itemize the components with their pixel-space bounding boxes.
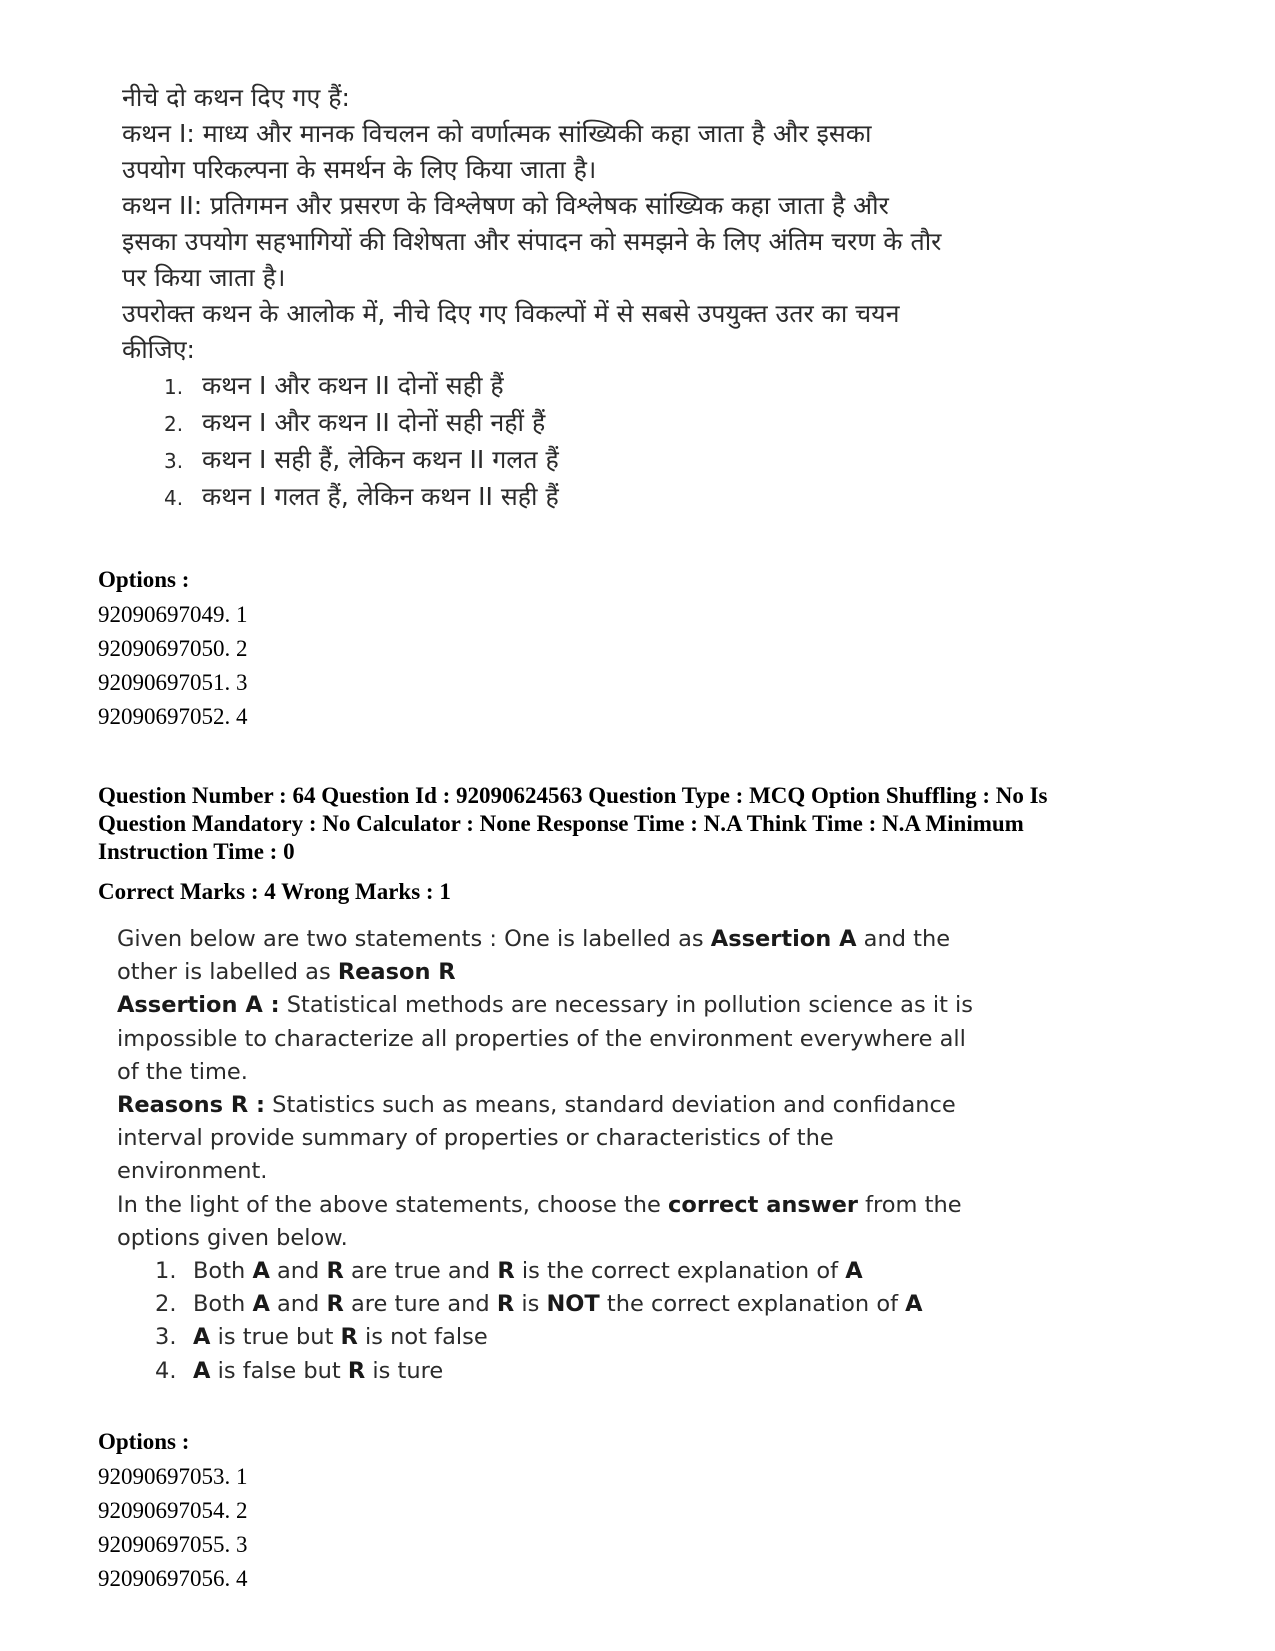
choice-text: is false but	[210, 1357, 348, 1384]
assertion-line: Assertion A : Statistical methods are necessary in pollution science as it is	[117, 992, 974, 1019]
choice-bold-text: NOT	[546, 1291, 600, 1318]
option-id-row: 92090697053. 1	[98, 1464, 248, 1489]
choice-number: 3.	[164, 449, 184, 473]
choice-text: कथन I और कथन II दोनों सही नहीं हैं	[202, 408, 546, 437]
question-info	[98, 782, 1198, 866]
statement-line: कथन II: प्रतिगमन और प्रसरण के विश्लेषण को विश्लेषक सांख्यिक कहा जाता है और	[122, 191, 889, 220]
question-info-line: Question Mandatory : No Calculator : None Response Time : N.A Think Time : N.A Minimum	[98, 811, 1024, 836]
choice-text: Both	[193, 1291, 253, 1318]
choice-text: are ture and	[343, 1291, 497, 1318]
choice-item	[117, 1321, 957, 1354]
choice-number: 1.	[164, 375, 184, 399]
option-id-row: 92090697056. 4	[98, 1566, 248, 1591]
option-id-row: 92090697055. 3	[98, 1532, 248, 1557]
choice-text: कथन I और कथन II दोनों सही हैं	[202, 371, 504, 400]
choice-item	[122, 368, 1002, 405]
statement-line: environment.	[117, 1158, 268, 1185]
choice-bold-text: R	[347, 1357, 366, 1384]
choice-item	[117, 1288, 957, 1321]
choice-item	[117, 1255, 957, 1288]
choice-bold-text: R	[326, 1258, 344, 1285]
option-id-row: 92090697050. 2	[98, 636, 248, 661]
statement-line: Given below are two statements : One is labelled as Assertion A and the	[117, 926, 951, 952]
option-id-row: 92090697051. 3	[98, 670, 248, 695]
choice-item	[122, 479, 1002, 516]
statement-line: उपरोक्त कथन के आलोक में, नीचे दिए गए विकल्पों में से सबसे उपयुक्त उतर का चयन	[122, 299, 900, 328]
choice-text: कथन I सही हैं, लेकिन कथन II गलत हैं	[202, 445, 559, 474]
choice-number: 3.	[155, 1324, 177, 1351]
choice-bold-text: A	[252, 1291, 270, 1318]
options-heading: Options :	[98, 567, 190, 592]
statement-line: options given below.	[117, 1224, 348, 1251]
question-64-statement-image	[117, 923, 974, 1388]
options-section	[98, 1424, 248, 1596]
statement-line: कथन I: माध्य और मानक विचलन को वर्णात्मक सांख्यिकी कहा जाता है और इसका	[122, 119, 872, 148]
question-info-line: Question Number : 64 Question Id : 92090624563 Question Type : MCQ Option Shuffling : No Is	[98, 783, 1048, 808]
choice-list	[117, 1255, 957, 1388]
options-section	[98, 562, 248, 734]
choice-text: is the correct explanation of	[514, 1258, 846, 1285]
choice-text: is ture	[365, 1357, 444, 1384]
choice-text: and	[269, 1258, 327, 1285]
choice-bold-text: R	[497, 1258, 515, 1285]
choice-bold-text: R	[340, 1324, 358, 1351]
option-id-row: 92090697049. 1	[98, 602, 248, 627]
choice-text: Both	[193, 1258, 253, 1285]
choice-bold-text: A	[845, 1258, 863, 1285]
option-id-row: 92090697054. 2	[98, 1498, 248, 1523]
statement-line: other is labelled as Reason R	[117, 959, 456, 986]
choice-text: the correct explanation of	[599, 1291, 906, 1318]
choice-number: 4.	[155, 1357, 177, 1384]
choice-bold-text: A	[905, 1291, 923, 1318]
statement-line: of the time.	[117, 1058, 248, 1085]
statement-line: In the light of the above statements, choose the correct answer from the	[117, 1191, 962, 1218]
choice-number: 1.	[155, 1258, 177, 1285]
choice-text: and	[269, 1291, 327, 1318]
statement-line: पर किया जाता है।	[122, 263, 286, 292]
options-heading: Options :	[98, 1429, 190, 1454]
option-id-row: 92090697052. 4	[98, 704, 248, 729]
choice-item	[117, 1355, 957, 1388]
choice-bold-text: A	[193, 1324, 211, 1351]
choice-bold-text: A	[252, 1258, 270, 1285]
choice-text: is true but	[210, 1324, 341, 1351]
statement-line: impossible to characterize all properties of the environment everywhere all	[117, 1025, 966, 1052]
question-63-statement-image	[122, 80, 1002, 516]
choice-number: 2.	[155, 1291, 177, 1318]
choice-number: 2.	[164, 412, 184, 436]
question-info-line: Instruction Time : 0	[98, 839, 295, 864]
choice-item	[122, 405, 1002, 442]
choice-item	[122, 442, 1002, 479]
statement-line: उपयोग परिकल्पना के समर्थन के लिए किया जाता है।	[122, 155, 597, 184]
reason-line: Reasons R : Statistics such as means, standard deviation and confidance	[117, 1092, 956, 1119]
statement-line: इसका उपयोग सहभागियों की विशेषता और संपादन को समझने के लिए अंतिम चरण के तौर	[122, 227, 942, 256]
choice-text: are true and	[343, 1258, 498, 1285]
choice-number: 4.	[164, 486, 184, 510]
choice-bold-text: R	[326, 1291, 344, 1318]
statement-line: कीजिए:	[122, 335, 195, 364]
statement-line: नीचे दो कथन दिए गए हैं:	[122, 83, 350, 112]
marks-line: Correct Marks : 4 Wrong Marks : 1	[98, 879, 451, 904]
choice-text: कथन I गलत हैं, लेकिन कथन II सही हैं	[202, 482, 559, 511]
statement-line: interval provide summary of properties or characteristics of the	[117, 1125, 834, 1152]
choice-text: is	[514, 1291, 547, 1318]
choice-bold-text: A	[193, 1357, 211, 1384]
choice-text: is not false	[357, 1324, 488, 1351]
choice-bold-text: R	[496, 1291, 515, 1318]
choice-list	[122, 368, 1002, 516]
